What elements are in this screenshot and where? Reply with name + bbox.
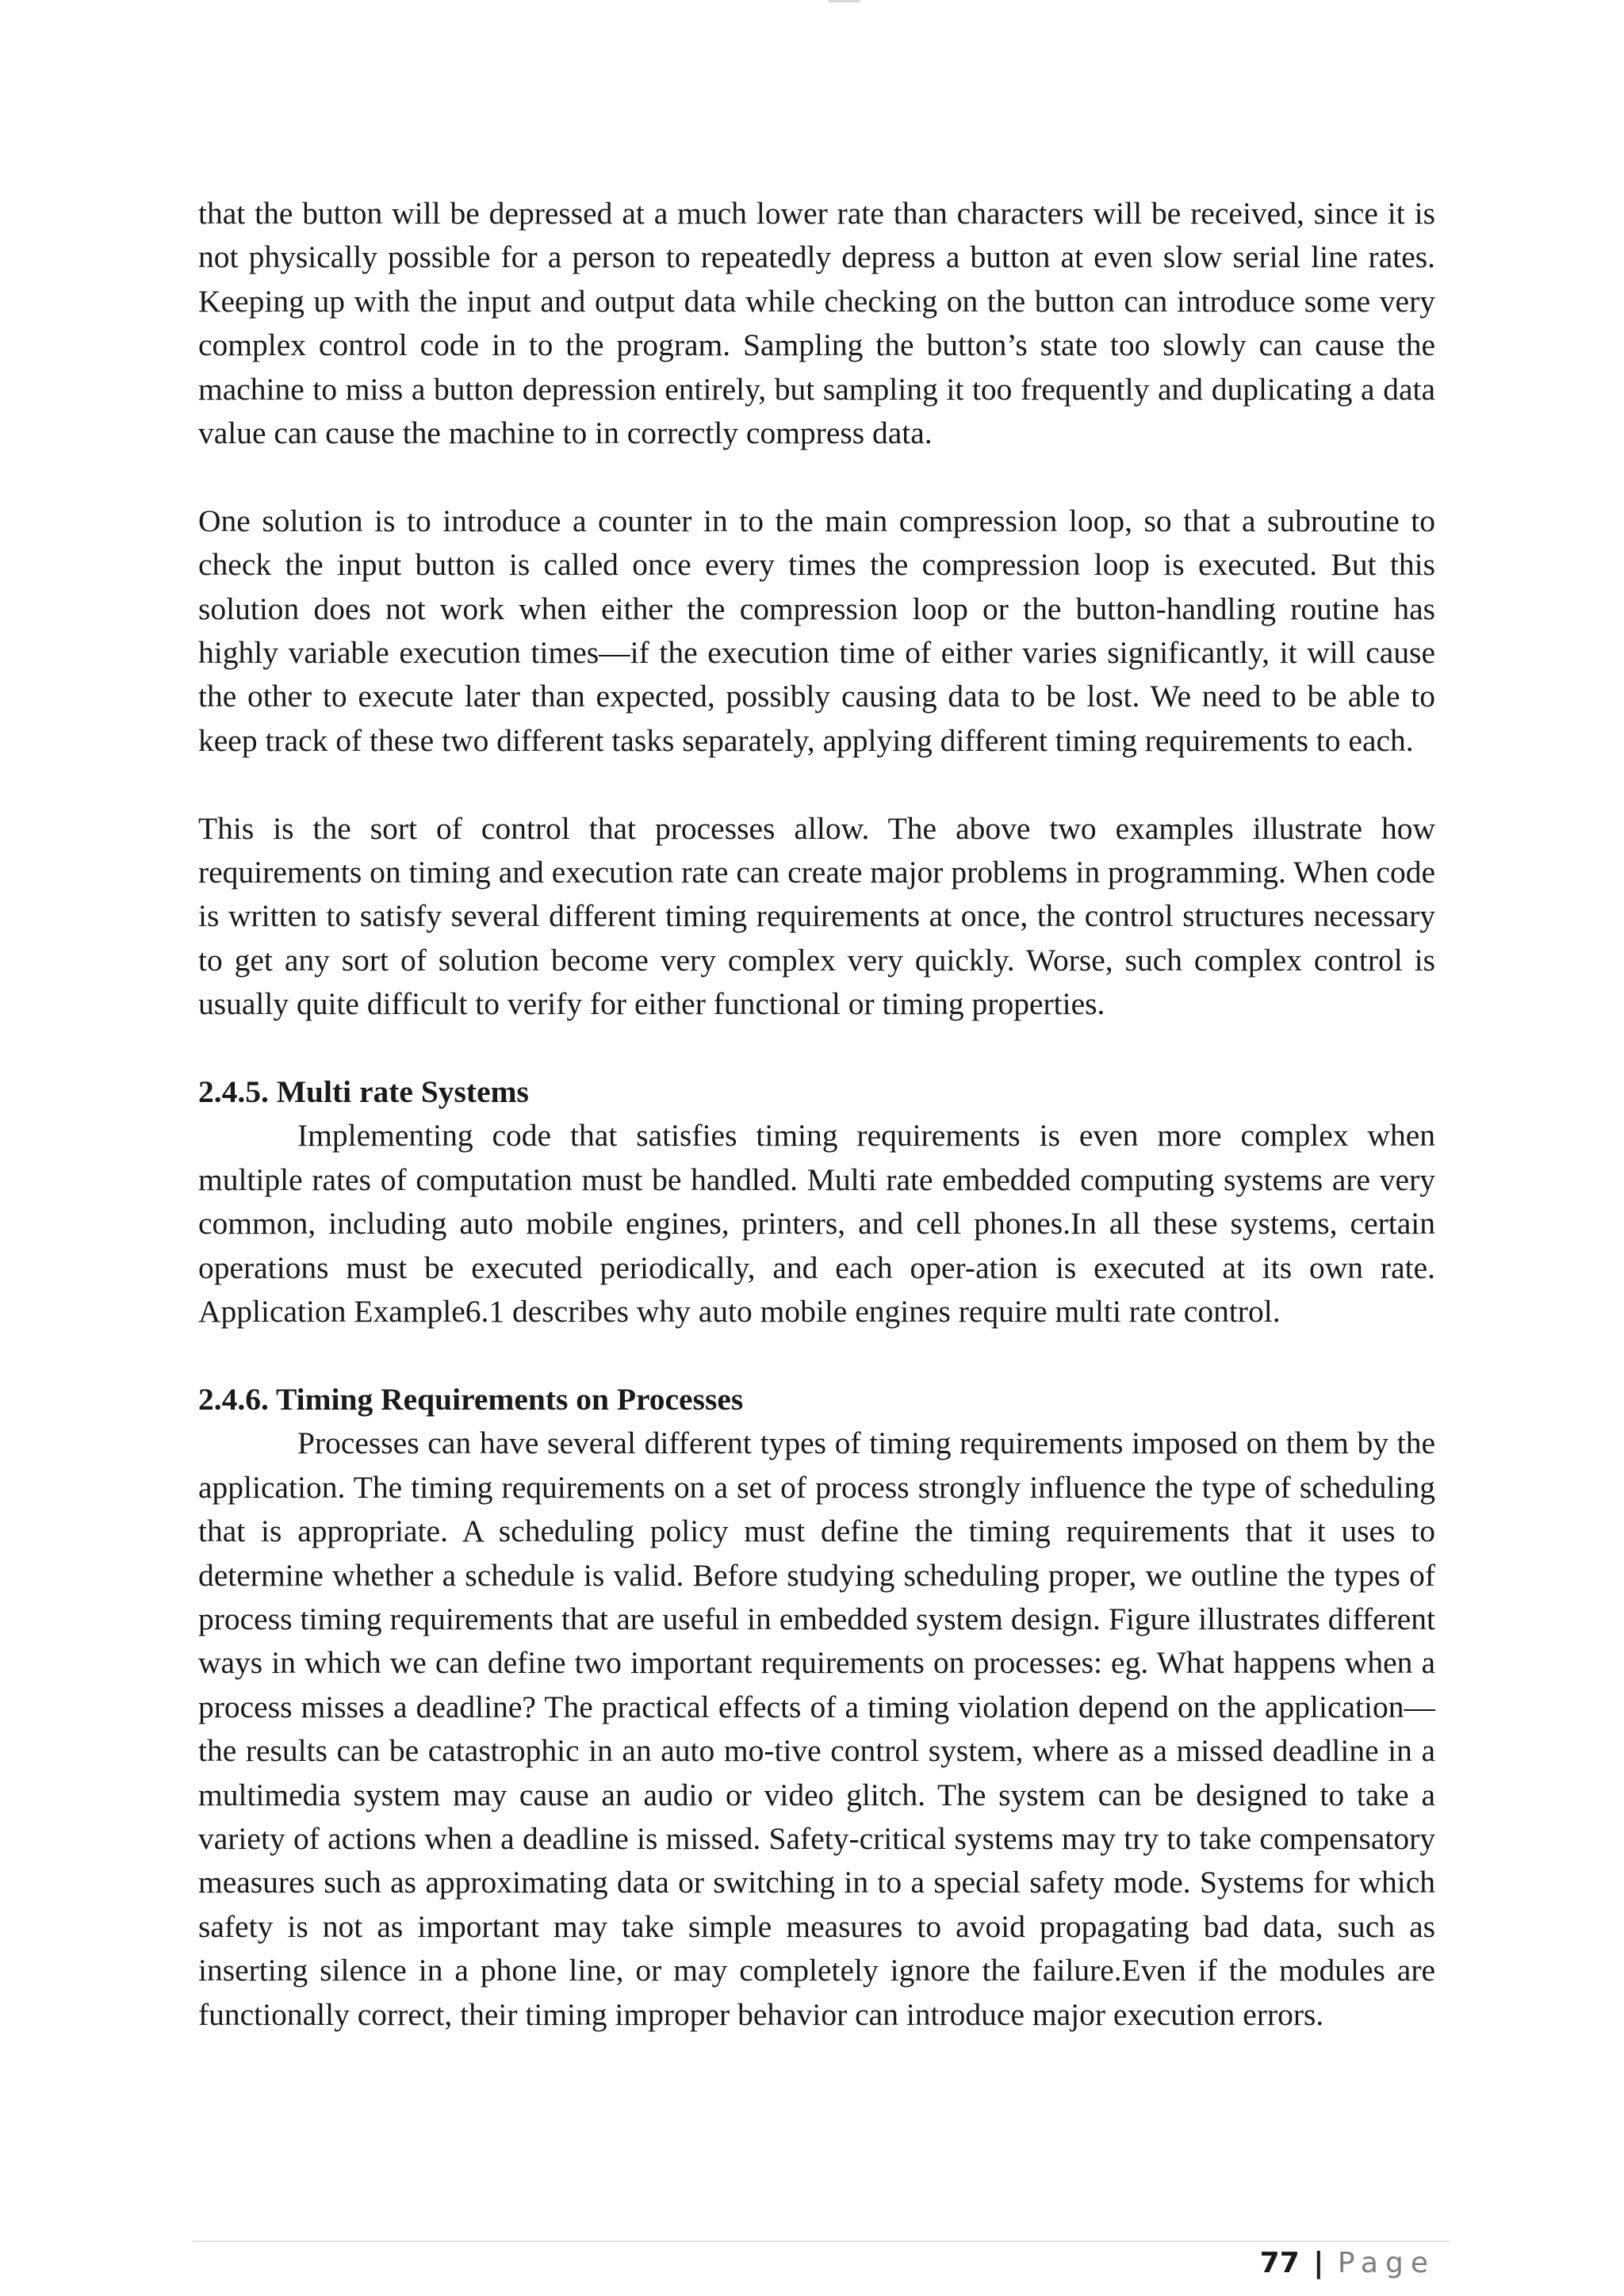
paragraph-timing-requirements: Processes can have several different types of timing requirements imposed on them by the application. The timing requirements on a set of process strongly influence the type of scheduling that is appropriate. A scheduling policy must define the timing requirements that it uses to determine whether a schedule is valid. Before studying scheduling proper, we outline the types of process timing requirements that are useful in embedded system design. Figure illustrates different ways in which we can define two important requirements on processes: eg. What happens when a process misses a deadline? The practical effects of a timing violation depend on the application—the results can be catastrophic in an auto mo-tive control system, where as a missed deadline in a multimedia system may cause an audio or video glitch. The system can be designed to take a variety of actions when a deadline is missed. Safety-critical systems may try to take compensatory measures such as approximating data or switching in to a special safety mode. Systems for which safety is not as important may take simple measures to avoid propagating bad data, such as inserting silence in a phone line, or may completely ignore the failure.Even if the modules are functionally correct, their timing improper behavior can introduce major execution errors. xyxy=(198,1425,1435,2032)
paragraph-process-control: This is the sort of control that processes allow. The above two examples illustrate how requirements on timing and execution rate can create major problems in programming. When code is written to satisfy several different timing requirements at once, the control structures necessary to get any sort of solution become very complex very quickly. Worse, such complex control is usually quite difficult to verify for either functional or timing properties. xyxy=(198,810,1435,1022)
page-number: 77 xyxy=(1259,2247,1300,2279)
section-heading-multi-rate-systems: 2.4.5. Multi rate Systems xyxy=(198,1074,529,1110)
paragraph-counter-solution: One solution is to introduce a counter in to the main compression loop, so that a subroutine to check the input button is called once every times the compression loop is executed. But this solution does not work when either the compression loop or the button-handling routine has highly variable execution times—if the execution time of either varies significantly, it will cause the other to execute later than expected, possibly causing data to be lost. We need to be able to keep track of these two different tasks separately, applying different timing requirements to each. xyxy=(198,503,1435,758)
paragraph-button-sampling: that the button will be depressed at a much lower rate than characters will be received, since it is not physically possible for a person to repeatedly depress a button at even slow serial line rates. Keeping up with the input and output data while checking on the button can introduce some very complex control code in to the program. Sampling the button’s state too slowly can cause the machine to miss a button depression entirely, but sampling it too frequently and duplicating a data value can cause the machine to in correctly compress data. xyxy=(198,196,1435,451)
footer-separator: | xyxy=(1313,2247,1324,2279)
paragraph-multi-rate-systems: Implementing code that satisfies timing requirements is even more complex when multiple rates of computation must be handled. Multi rate embedded computing systems are very common, including auto mobile engines, printers, and cell phones.In all these systems, certain operations must be executed periodically, and each oper-ation is executed at its own rate. Application Example6.1 describes why auto mobile engines require multi rate control. xyxy=(198,1118,1435,1330)
top-page-mark xyxy=(829,0,860,2)
footer-divider xyxy=(193,2241,1450,2242)
page-footer xyxy=(1260,2244,1435,2283)
section-heading-timing-requirements: 2.4.6. Timing Requirements on Processes xyxy=(198,1381,744,1417)
page-body xyxy=(198,192,1435,2037)
page-label: Page xyxy=(1337,2247,1435,2279)
